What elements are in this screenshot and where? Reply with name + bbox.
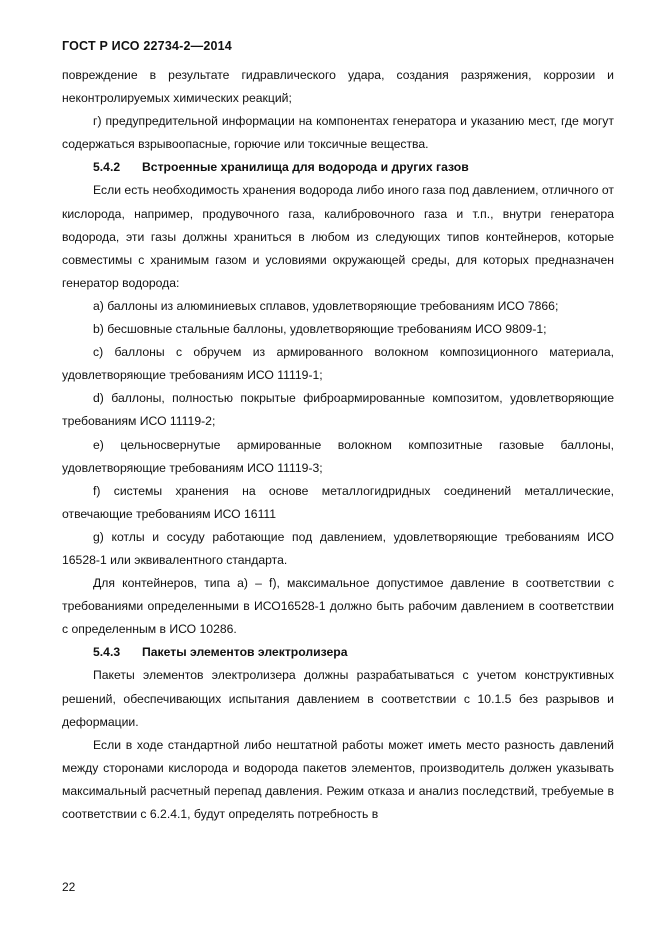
section-heading-5-4-3 [62, 641, 614, 664]
document-header: ГОСТ Р ИСО 22734-2—2014 [62, 39, 232, 53]
section-number: 5.4.3 [93, 645, 121, 660]
page-number: 22 [62, 880, 76, 894]
list-item-a: а) баллоны из алюминиевых сплавов, удовлетворяющие требованиям ИСО 7866; [93, 298, 559, 313]
section-number: 5.4.2 [93, 160, 121, 175]
section-heading-5-4-2 [62, 156, 614, 179]
paragraph: Если есть необходимость хранения водорода либо иного газа под давлением, отличного от кислорода, например, продувочного газа, калибровочного газа и т.п., внутри генератора водорода, эти газы должны храниться в любом из следующих типов контейнеров, которые совместимы с хранимым газом и условиями окружающей среды, для которых предназначен генератор водорода: [62, 183, 614, 290]
section-title: Встроенные хранилища для водорода и других газов [142, 160, 469, 175]
list-item-d: d) баллоны, полностью покрытые фиброармированные композитом, удовлетворяющие требованиям ИСО 11119-2; [62, 391, 614, 429]
section-title: Пакеты элементов электролизера [142, 645, 348, 660]
list-item-c: c) баллоны с обручем из армированного волокном композиционного материала, удовлетворяющие требованиям ИСО 11119-1; [62, 345, 614, 383]
paragraph: Если в ходе стандартной либо нештатной работы может иметь место разность давлений между сторонами кислорода и водорода пакетов элементов, производитель должен указывать максимальный расчетный перепад давления. Режим отказа и анализ последствий, требуемые в соответствии с 6.2.4.1, будут определять потребность в [62, 737, 614, 821]
paragraph-continuation: повреждение в результате гидравлического удара, создания разряжения, коррозии и неконтролируемых химических реакций; [62, 68, 614, 106]
paragraph: Для контейнеров, типа а) – f), максимальное допустимое давление в соответствии с требованиями определенными в ИСО16528-1 должно быть рабочим давлением в соответствии с определенным в ИСО 10286. [62, 576, 614, 637]
list-item-f: f) системы хранения на основе металлогидридных соединений металлические, отвечающие требованиям ИСО 16111 [62, 483, 614, 521]
list-item-b: b) бесшовные стальные баллоны, удовлетворяющие требованиям ИСО 9809-1; [93, 322, 547, 337]
document-body [62, 64, 614, 826]
list-item-g: g) котлы и сосуду работающие под давлением, удовлетворяющие требованиям ИСО 16528-1 или эквивалентного стандарта. [62, 529, 614, 567]
list-item-e: e) цельносвернутые армированные волокном композитные газовые баллоны, удовлетворяющие требованиям ИСО 11119-3; [62, 437, 614, 475]
paragraph-item-g: г) предупредительной информации на компонентах генератора и указанию мест, где могут содержаться взрывоопасные, горючие или токсичные вещества. [62, 114, 614, 152]
paragraph: Пакеты элементов электролизера должны разрабатываться с учетом конструктивных решений, обеспечивающих испытания давлением в соответствии с 10.1.5 без разрывов и деформации. [62, 668, 614, 729]
